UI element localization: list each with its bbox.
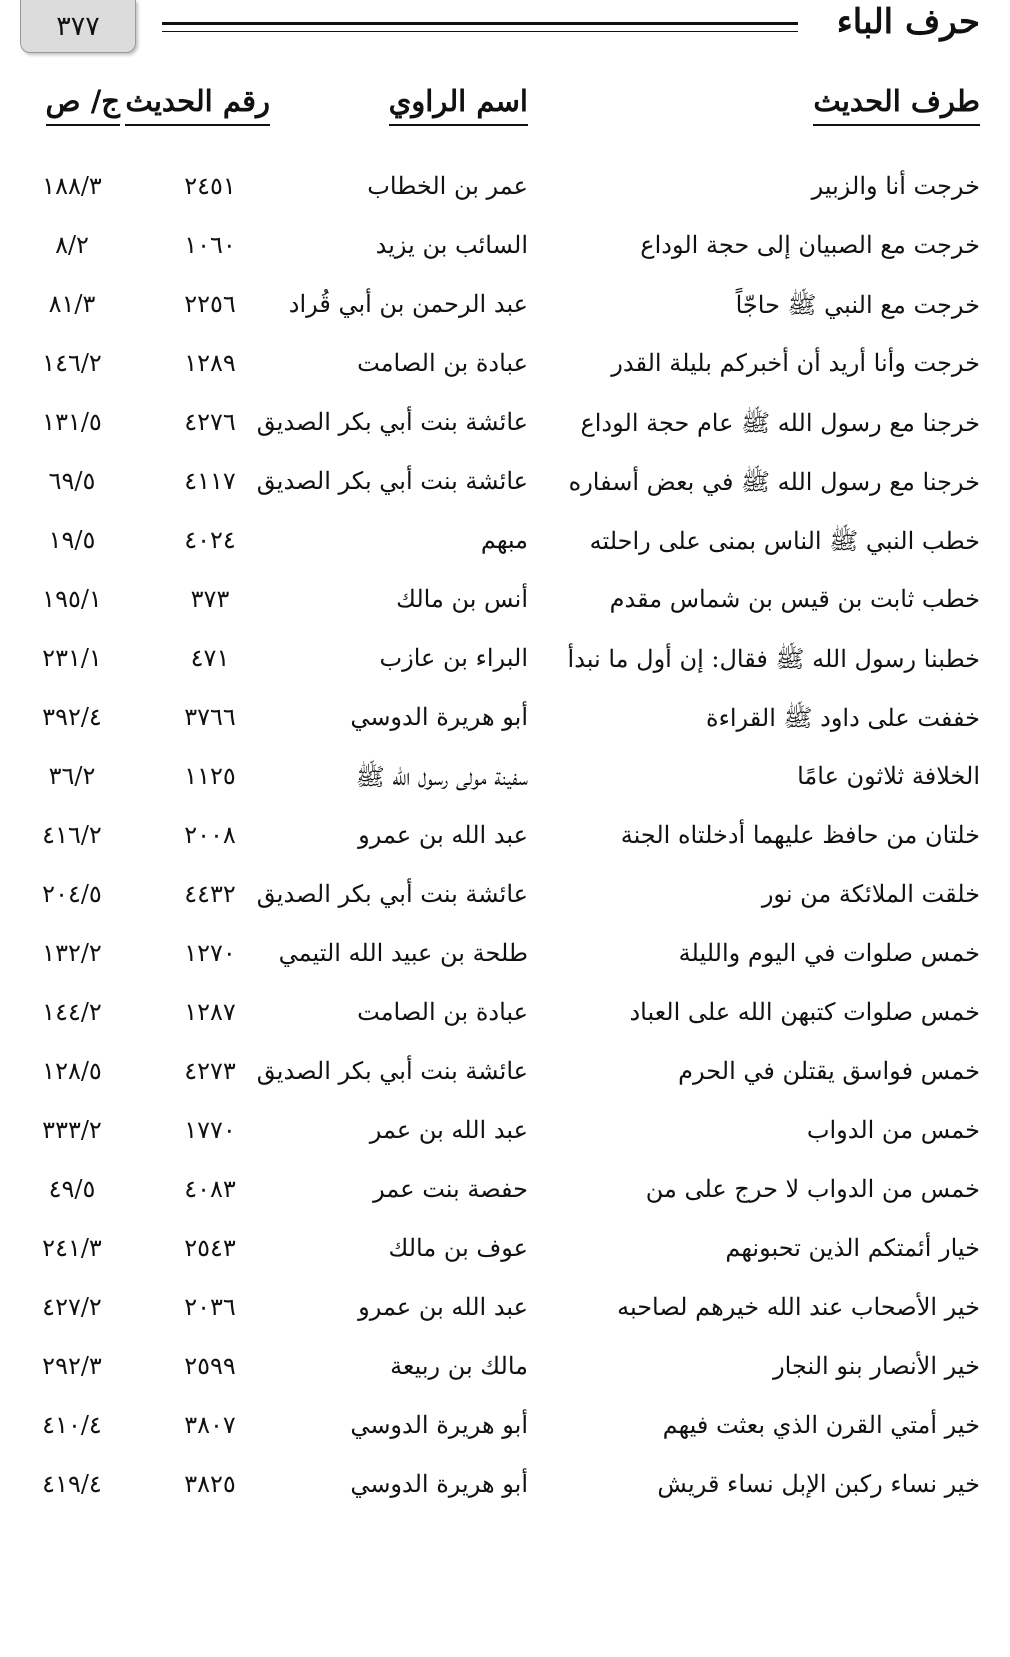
volume-page-ref: ١٢٨/٥	[42, 1057, 102, 1085]
narrator-name: البراء بن عازب	[379, 644, 528, 672]
hadith-text: خرجت مع النبي ﷺ حاجّاً	[735, 291, 980, 319]
hadith-text: خير نساء ركبن الإبل نساء قريش	[657, 1470, 980, 1498]
table-row	[0, 1045, 1010, 1104]
narrator-name: عمر بن الخطاب	[367, 172, 528, 200]
narrator-name: عائشة بنت أبي بكر الصديق	[256, 467, 528, 495]
hadith-number: ٤٠٢٤	[184, 526, 236, 554]
narrator-name: طلحة بن عبيد الله التيمي	[278, 939, 528, 967]
hadith-text: خلتان من حافظ عليهما أدخلتاه الجنة	[620, 821, 980, 849]
narrator-name: عبد الرحمن بن أبي قُراد	[288, 290, 528, 318]
hadith-number: ١٧٧٠	[184, 1116, 236, 1144]
hadith-number: ٣٨٢٥	[184, 1470, 236, 1498]
table-row	[0, 455, 1010, 514]
table-row	[0, 1281, 1010, 1340]
narrator-name: عائشة بنت أبي بكر الصديق	[256, 1057, 528, 1085]
narrator-name: أبو هريرة الدوسي	[350, 1470, 528, 1498]
volume-page-ref: ١٩٥/١	[42, 585, 102, 613]
volume-page-ref: ١٨٨/٣	[42, 172, 102, 200]
hadith-number: ٤٢٧٣	[184, 1057, 236, 1085]
hadith-text: خمس فواسق يقتلن في الحرم	[678, 1057, 980, 1085]
page-number: ٣٧٧	[20, 0, 136, 53]
hadith-text: خففت على داود ﷺ القراءة	[706, 704, 980, 732]
column-header-number: رقم الحديث	[125, 84, 270, 126]
table-row	[0, 337, 1010, 396]
volume-page-ref: ٢٠٤/٥	[42, 880, 102, 908]
hadith-number: ٤٢٧٦	[184, 408, 236, 436]
hadith-number: ١١٢٥	[184, 762, 236, 790]
hadith-number: ١٢٨٧	[184, 998, 236, 1026]
volume-page-ref: ٤١٩/٤	[42, 1470, 102, 1498]
column-header-narrator: اسم الراوي	[389, 84, 528, 126]
hadith-number: ٣٧٦٦	[184, 703, 236, 731]
volume-page-ref: ٢٩٢/٣	[42, 1352, 102, 1380]
section-title: حرف الباء	[836, 2, 980, 42]
volume-page-ref: ١٤٦/٢	[42, 349, 102, 377]
table-row	[0, 632, 1010, 691]
hadith-index-table	[0, 160, 1010, 1517]
hadith-number: ٢٠٣٦	[184, 1293, 236, 1321]
hadith-text: خير أمتي القرن الذي بعثت فيهم	[662, 1411, 980, 1439]
table-row	[0, 927, 1010, 986]
hadith-text: خمس صلوات في اليوم والليلة	[678, 939, 980, 967]
hadith-number: ٣٧٣	[190, 585, 230, 613]
volume-page-ref: ١٣١/٥	[42, 408, 102, 436]
hadith-text: خطبنا رسول الله ﷺ فقال: إن أول ما نبدأ	[567, 645, 980, 673]
narrator-name: حفصة بنت عمر	[373, 1175, 528, 1203]
hadith-number: ٤٤٣٢	[184, 880, 236, 908]
narrator-name: السائب بن يزيد	[375, 231, 528, 259]
table-row	[0, 1458, 1010, 1517]
hadith-number: ٢٢٥٦	[184, 290, 236, 318]
volume-page-ref: ٤٩/٥	[48, 1175, 96, 1203]
hadith-text: خطب ثابت بن قيس بن شماس مقدم	[609, 585, 980, 613]
narrator-name: عبد الله بن عمرو	[358, 821, 528, 849]
hadith-text: خرجت وأنا أريد أن أخبركم بليلة القدر	[611, 349, 980, 377]
hadith-text: خرجنا مع رسول الله ﷺ في بعض أسفاره	[568, 468, 980, 496]
header-rule-thick	[162, 22, 798, 25]
narrator-name: سفينة مولى رسول الله ﷺ	[355, 763, 528, 791]
hadith-text: خمس صلوات كتبهن الله على العباد	[629, 998, 980, 1026]
volume-page-ref: ١٤٤/٢	[42, 998, 102, 1026]
table-row	[0, 160, 1010, 219]
narrator-name: مبهم	[480, 526, 528, 554]
table-row	[0, 868, 1010, 927]
hadith-number: ١٢٧٠	[184, 939, 236, 967]
hadith-text: خرجت مع الصبيان إلى حجة الوداع	[640, 231, 980, 259]
header-rule-thin	[162, 31, 798, 32]
volume-page-ref: ٣٩٢/٤	[42, 703, 102, 731]
volume-page-ref: ٤٢٧/٢	[42, 1293, 102, 1321]
narrator-name: أبو هريرة الدوسي	[350, 703, 528, 731]
hadith-text: الخلافة ثلاثون عامًا	[797, 762, 980, 790]
volume-page-ref: ٣٣٣/٢	[42, 1116, 102, 1144]
hadith-text: خير الأصحاب عند الله خيرهم لصاحبه	[617, 1293, 980, 1321]
volume-page-ref: ٦٩/٥	[48, 467, 96, 495]
volume-page-ref: ٨/٢	[55, 231, 89, 259]
volume-page-ref: ٣٦/٢	[48, 762, 96, 790]
table-row	[0, 514, 1010, 573]
narrator-name: أبو هريرة الدوسي	[350, 1411, 528, 1439]
hadith-text: خرجت أنا والزبير	[811, 172, 980, 200]
hadith-number: ٤١١٧	[184, 467, 236, 495]
volume-page-ref: ١٣٢/٢	[42, 939, 102, 967]
hadith-number: ٤٠٨٣	[184, 1175, 236, 1203]
hadith-text: خمس من الدواب	[806, 1116, 980, 1144]
hadith-number: ٢٤٥١	[184, 172, 236, 200]
table-row	[0, 396, 1010, 455]
table-row	[0, 750, 1010, 809]
narrator-name: مالك بن ربيعة	[390, 1352, 528, 1380]
hadith-text: خمس من الدواب لا حرج على من	[645, 1175, 980, 1203]
table-row	[0, 691, 1010, 750]
hadith-text: خيار أئمتكم الذين تحبونهم	[725, 1234, 980, 1262]
narrator-name: عبد الله بن عمرو	[358, 1293, 528, 1321]
volume-page-ref: ٢٤١/٣	[42, 1234, 102, 1262]
hadith-number: ٣٨٠٧	[184, 1411, 236, 1439]
narrator-name: أنس بن مالك	[396, 585, 528, 613]
page-header	[0, 0, 1010, 70]
narrator-name: عبادة بن الصامت	[357, 349, 528, 377]
column-header-ref: ج/ ص	[46, 84, 120, 126]
hadith-text: خرجنا مع رسول الله ﷺ عام حجة الوداع	[580, 409, 980, 437]
hadith-number: ٢٠٠٨	[184, 821, 236, 849]
table-row	[0, 573, 1010, 632]
table-row	[0, 1340, 1010, 1399]
volume-page-ref: ١٩/٥	[48, 526, 96, 554]
table-row	[0, 1222, 1010, 1281]
narrator-name: عبادة بن الصامت	[357, 998, 528, 1026]
hadith-number: ٢٥٤٣	[184, 1234, 236, 1262]
volume-page-ref: ٨١/٣	[48, 290, 96, 318]
hadith-number: ٤٧١	[190, 644, 230, 672]
hadith-text: خلقت الملائكة من نور	[761, 880, 980, 908]
volume-page-ref: ٤١٦/٢	[42, 821, 102, 849]
hadith-text: خير الأنصار بنو النجار	[773, 1352, 980, 1380]
table-row	[0, 278, 1010, 337]
table-row	[0, 986, 1010, 1045]
volume-page-ref: ٤١٠/٤	[42, 1411, 102, 1439]
volume-page-ref: ٢٣١/١	[42, 644, 102, 672]
narrator-name: عبد الله بن عمر	[369, 1116, 528, 1144]
narrator-name: عائشة بنت أبي بكر الصديق	[256, 408, 528, 436]
narrator-name: عوف بن مالك	[388, 1234, 528, 1262]
table-header	[0, 84, 1010, 154]
table-row	[0, 1163, 1010, 1222]
table-row	[0, 219, 1010, 278]
hadith-number: ١٠٦٠	[184, 231, 236, 259]
hadith-number: ٢٥٩٩	[184, 1352, 236, 1380]
table-row	[0, 809, 1010, 868]
table-row	[0, 1399, 1010, 1458]
narrator-name: عائشة بنت أبي بكر الصديق	[256, 880, 528, 908]
table-row	[0, 1104, 1010, 1163]
column-header-hadith: طرف الحديث	[813, 84, 980, 126]
hadith-text: خطب النبي ﷺ الناس بمنى على راحلته	[589, 527, 980, 555]
hadith-number: ١٢٨٩	[184, 349, 236, 377]
